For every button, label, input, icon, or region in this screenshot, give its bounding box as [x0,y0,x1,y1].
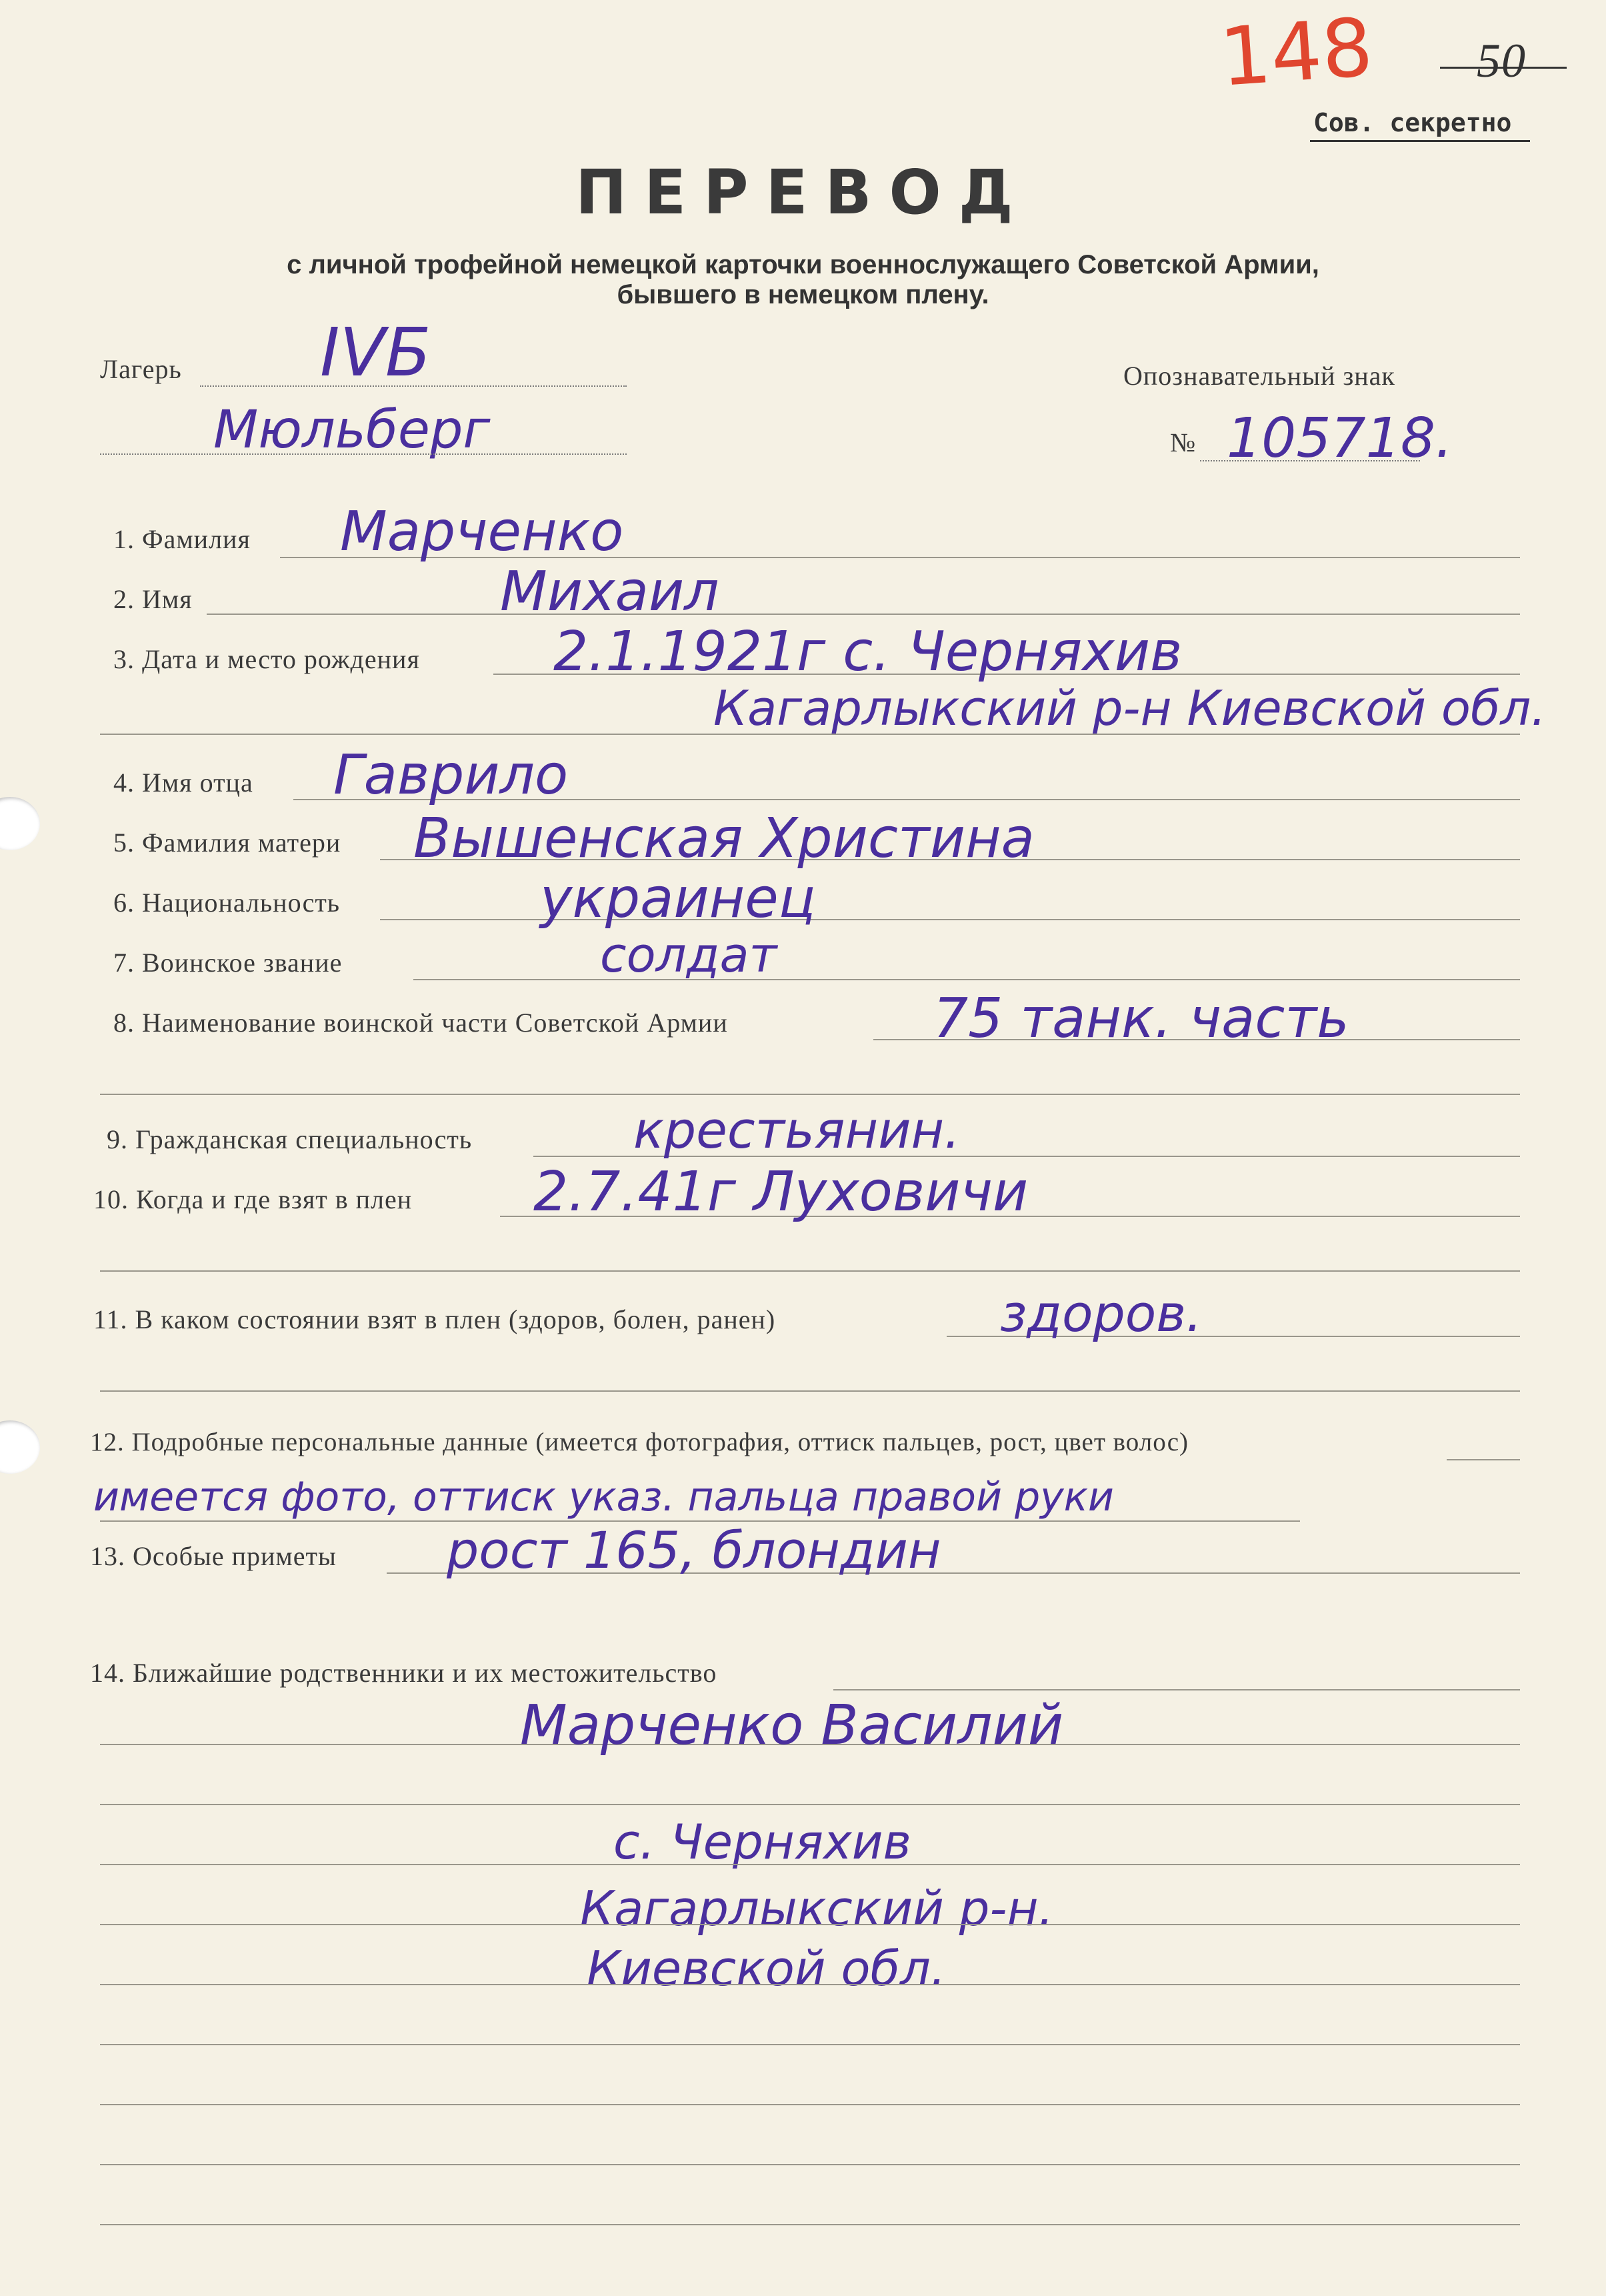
field-2-label: 2. Имя [113,584,193,614]
id-number-value: 105718. [1227,407,1453,470]
field-14-line-10 [100,2224,1520,2225]
field-14-line-4 [100,1864,1520,1865]
field-14-line [833,1689,1520,1690]
field-9-value: крестьянин. [633,1100,961,1160]
field-6-label: 6. Национальность [113,888,341,918]
punch-hole-top [0,797,40,850]
camp-label: Лагерь [100,354,182,384]
field-6-value: украинец [540,867,816,930]
field-7-label: 7. Воинское звание [113,948,343,978]
field-7-line [413,979,1520,980]
field-4-label: 4. Имя отца [113,768,253,798]
field-2-value: Михаил [500,560,719,624]
sheet-number-strike [1440,67,1567,69]
secrecy-stamp: Сов. секретно [1313,108,1512,137]
field-14-line-9 [100,2164,1520,2165]
punch-hole-bottom [0,1420,40,1474]
field-3-label: 3. Дата и место рождения [113,644,420,674]
field-9-label: 9. Гражданская специальность [107,1124,473,1154]
field-14-line-6 [100,1984,1520,1985]
field-8-label: 8. Наименование воинской части Советской Армии [113,1008,728,1038]
field-12-line [1447,1459,1520,1460]
document-subtitle-1: с личной трофейной немецкой карточки военнослужащего Советской Армии, [287,250,1319,279]
field-11-line-2 [100,1390,1520,1392]
field-3-value: 2.1.1921г с. Черняхив [553,620,1183,684]
id-tag-label: Опознавательный знак [1123,361,1395,391]
field-8-line-2 [100,1094,1520,1095]
field-14-line-7 [100,2044,1520,2045]
sheet-number-red: 148 [1217,1,1376,105]
field-12-value: имеется фото, оттиск указ. пальца правой руки [93,1474,1114,1520]
field-3-value-2: Кагарлыкский р-н Киевской обл. [713,680,1547,736]
document-subtitle-2: бывшего в немецком плену. [617,280,989,309]
field-12-label: 12. Подробные персональные данные (имеется фотография, оттиск пальцев, рост, цвет волос) [90,1428,1189,1456]
field-2-line [207,614,1520,615]
field-1-value: Марченко [340,500,624,563]
field-8-value: 75 танк. часть [933,987,1349,1050]
field-14-label: 14. Ближайшие родственники и их местожительство [90,1658,717,1688]
field-3-line-2 [100,734,1520,735]
field-14-address-2: Кагарлыкский р-н. [580,1881,1054,1937]
field-14-address-1: с. Черняхив [613,1814,911,1870]
field-13-label: 13. Особые приметы [90,1541,337,1571]
field-11-label: 11. В каком состоянии взят в плен (здоров, болен, ранен) [93,1304,776,1334]
field-5-label: 5. Фамилия матери [113,828,341,858]
field-10-line-2 [100,1270,1520,1272]
field-11-value: здоров. [1000,1284,1203,1343]
field-5-value: Вышенская Христина [413,807,1035,870]
camp-place: Мюльберг [213,400,491,460]
id-number-line [1200,460,1420,461]
field-10-value: 2.7.41г Луховичи [533,1160,1029,1224]
field-14-value: Марченко Василий [520,1694,1064,1757]
sheet-number-black: 50 [1477,34,1526,87]
camp-value: IVБ [320,313,431,391]
field-10-label: 10. Когда и где взят в плен [93,1184,413,1214]
field-14-line-8 [100,2104,1520,2105]
field-14-line-3 [100,1804,1520,1805]
camp-place-line [100,453,627,455]
field-14-line-5 [100,1924,1520,1925]
field-7-value: солдат [600,927,777,983]
field-4-value: Гаврило [333,744,569,807]
field-14-address-3: Киевской обл. [587,1941,946,1997]
field-1-label: 1. Фамилия [113,524,251,554]
document-title: ПЕРЕВОД [575,157,1031,228]
secrecy-underline [1310,140,1530,142]
field-13-value: рост 165, блондин [447,1520,941,1580]
id-number-label: № [1170,427,1197,457]
